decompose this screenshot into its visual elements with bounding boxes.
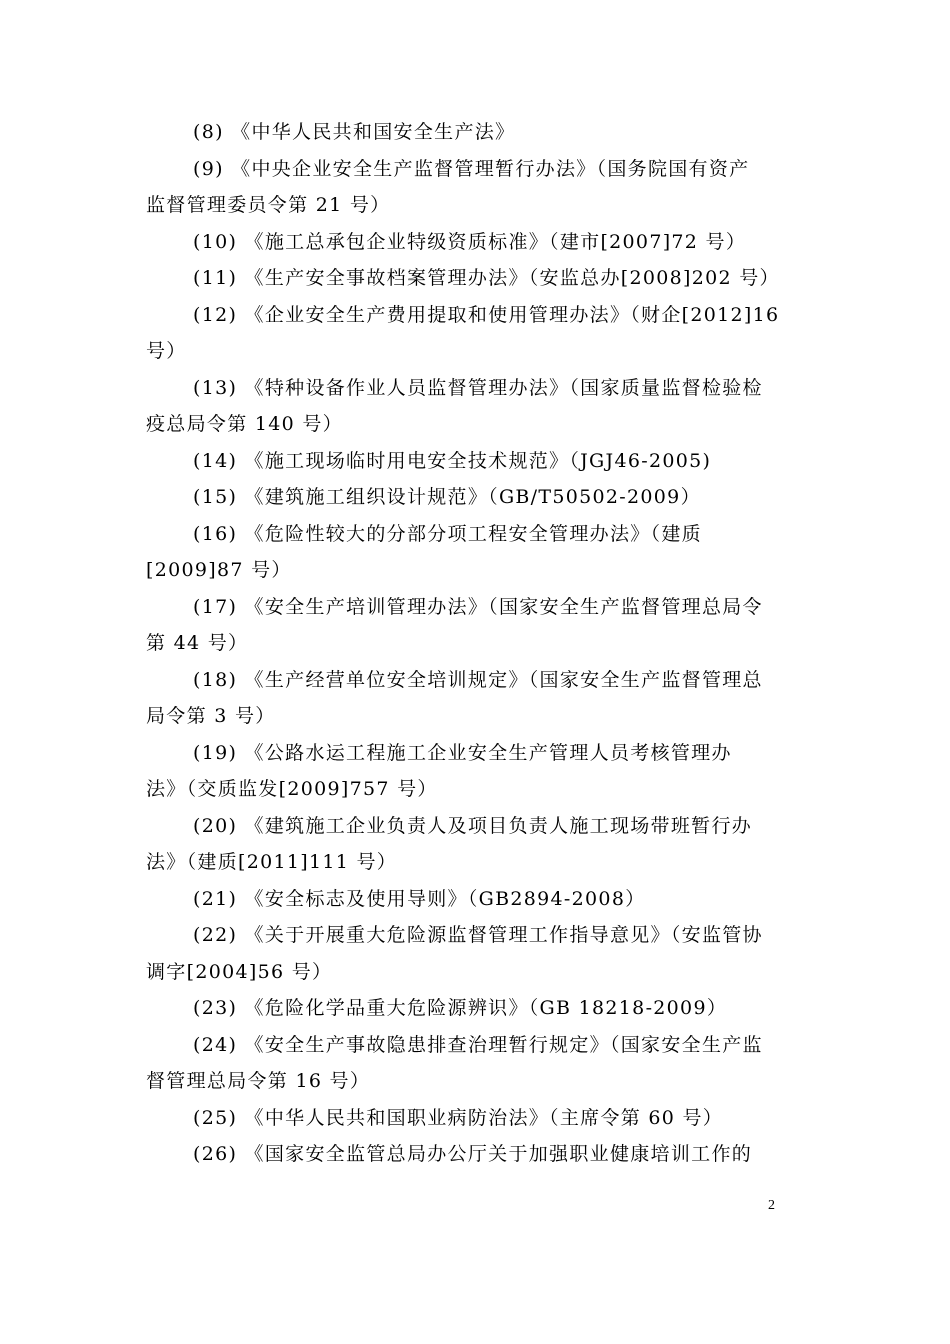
list-item-continuation: 疫总局令第 140 号） bbox=[146, 413, 343, 435]
list-item-continuation: 局令第 3 号） bbox=[146, 705, 276, 727]
list-item: (22) 《关于开展重大危险源监督管理工作指导意见》（安监管协 bbox=[193, 924, 763, 946]
list-item: (25) 《中华人民共和国职业病防治法》（主席令第 60 号） bbox=[193, 1106, 724, 1129]
list-item: (24) 《安全生产事故隐患排查治理暂行规定》（国家安全生产监 bbox=[193, 1033, 763, 1056]
list-item: (20) 《建筑施工企业负责人及项目负责人施工现场带班暂行办 bbox=[193, 814, 753, 837]
list-item: (21) 《安全标志及使用导则》（GB2894-2008） bbox=[193, 887, 646, 910]
list-item-continuation: 法》（交质监发[2009]757 号） bbox=[146, 778, 438, 800]
list-item-continuation: 督管理总局令第 16 号） bbox=[146, 1070, 371, 1092]
list-item: (11) 《生产安全事故档案管理办法》（安监总办[2008]202 号） bbox=[193, 267, 780, 289]
list-item-continuation: 法》（建质[2011]111 号） bbox=[146, 851, 398, 873]
list-item: (26) 《国家安全监管总局办公厅关于加强职业健康培训工作的 bbox=[193, 1143, 753, 1165]
list-item: (12) 《企业安全生产费用提取和使用管理办法》（财企[2012]16 bbox=[193, 303, 780, 326]
list-item: (8) 《中华人民共和国安全生产法》 bbox=[193, 121, 516, 143]
list-item: (14) 《施工现场临时用电安全技术规范》（JGJ46-2005) bbox=[193, 449, 712, 472]
list-item: (15) 《建筑施工组织设计规范》（GB/T50502-2009） bbox=[193, 486, 701, 508]
list-item-continuation: 调字[2004]56 号） bbox=[146, 960, 333, 983]
list-item: (23) 《危险化学品重大危险源辨识》（GB 18218-2009） bbox=[193, 997, 728, 1019]
list-item-continuation: 监督管理委员令第 21 号） bbox=[146, 194, 391, 216]
list-item-continuation: 第 44 号） bbox=[146, 632, 249, 654]
list-item: (18) 《生产经营单位安全培训规定》（国家安全生产监督管理总 bbox=[193, 668, 763, 691]
list-item-continuation: [2009]87 号） bbox=[146, 559, 292, 581]
list-item: (9) 《中央企业安全生产监督管理暂行办法》（国务院国有资产 bbox=[193, 157, 750, 180]
page-number: 2 bbox=[768, 1198, 775, 1213]
regulation-list bbox=[146, 114, 811, 1173]
list-item: (16) 《危险性较大的分部分项工程安全管理办法》（建质 bbox=[193, 522, 702, 545]
list-item: (10) 《施工总承包企业特级资质标准》（建市[2007]72 号） bbox=[193, 230, 747, 253]
list-item-continuation: 号） bbox=[146, 340, 187, 362]
list-item: (17) 《安全生产培训管理办法》（国家安全生产监督管理总局令 bbox=[193, 595, 763, 618]
list-item: (13) 《特种设备作业人员监督管理办法》（国家质量监督检验检 bbox=[193, 376, 763, 399]
list-item: (19) 《公路水运工程施工企业安全生产管理人员考核管理办 bbox=[193, 741, 732, 764]
